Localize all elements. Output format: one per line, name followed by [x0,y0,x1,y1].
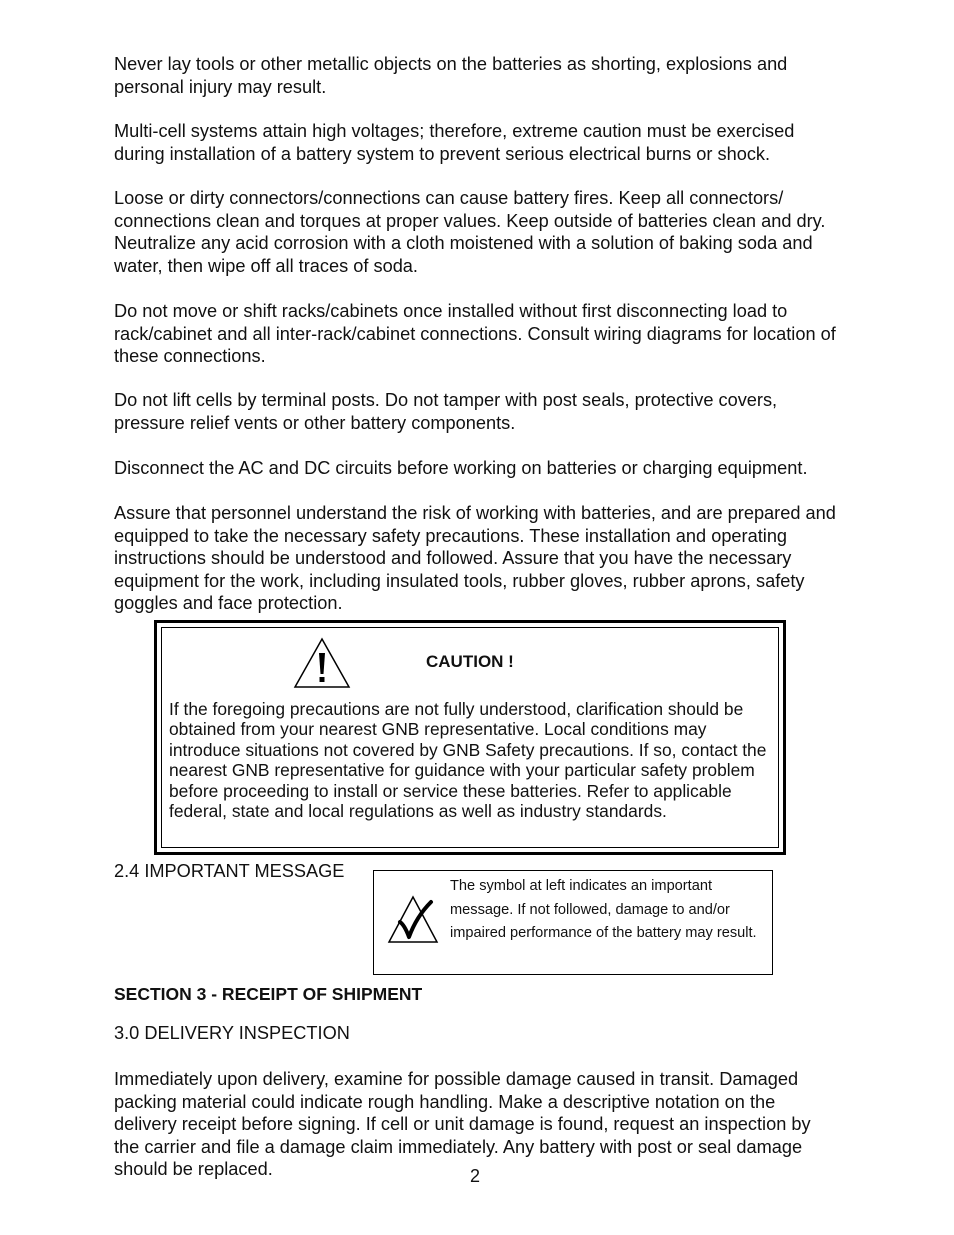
paragraph-personnel: Assure that personnel understand the risk of working with batteries, and are prepared and equipped to take the necessary safety precautions. These installation and operating instructions should be understood and followed. Assure that you have the necessary equipment for the work, including insulated tools, rubber gloves, rubber aprons, safety goggles and face protection. [114,503,836,613]
caution-text: If the foregoing precautions are not fully understood, clarification should be obtained from your nearest GNB representative. Local conditions may introduce situations not covered by GNB Safety precautions. If so, contact the nearest GNB representative for guidance with your particular safety problem before proceeding to install or service these batteries. Refer to applicable federal, state and local regulations as well as industry standards. [169,699,767,822]
section-3-heading: SECTION 3 - RECEIPT OF SHIPMENT [114,984,423,1004]
paragraph-high-voltages: Multi-cell systems attain high voltages; therefore, extreme caution must be exercised during installation of a battery system to prevent serious electrical burns or shock. [114,121,795,164]
important-message-text: The symbol at left indicates an important message. If not followed, damage to and/or impaired performance of the battery may result. [450,878,757,941]
check-triangle-icon [387,893,439,945]
paragraph-racks-cabinets: Do not move or shift racks/cabinets once installed without first disconnecting load to rack/cabinet and all inter-rack/cabinet connections. Consult wiring diagrams for location of these connections. [114,301,836,366]
caution-box-inner [161,627,779,848]
caution-box [154,620,786,855]
paragraph-connectors: Loose or dirty connectors/connections can cause battery fires. Keep all connectors/ connections clean and torques at proper values. Keep outside of batteries clean and dry. Neutralize any acid corrosion with a cloth moistened with a solution of baking soda and water, then wipe off all traces of soda. [114,188,826,276]
warning-triangle-icon [292,636,352,690]
paragraph-delivery-inspection: Immediately upon delivery, examine for possible damage caused in transit. Damaged packing material could indicate rough handling. Make a descriptive notation on the delivery receipt before signing. If cell or unit damage is found, request an inspection by the carrier and file a damage claim immediately. Any battery with post or seal damage should be replaced. [114,1069,811,1179]
paragraph-disconnect-circuits: Disconnect the AC and DC circuits before working on batteries or charging equipment. [114,458,808,478]
caution-title: CAUTION ! [426,652,514,671]
important-message-box [373,870,773,975]
paragraph-terminal-posts: Do not lift cells by terminal posts. Do not tamper with post seals, protective covers, pressure relief vents or other battery components. [114,390,778,433]
important-message-heading: 2.4 IMPORTANT MESSAGE [114,861,345,881]
paragraph-metallic-objects: Never lay tools or other metallic objects on the batteries as shorting, explosions and personal injury may result. [114,54,788,97]
delivery-inspection-heading: 3.0 DELIVERY INSPECTION [114,1023,350,1043]
page-number: 2 [470,1166,481,1186]
